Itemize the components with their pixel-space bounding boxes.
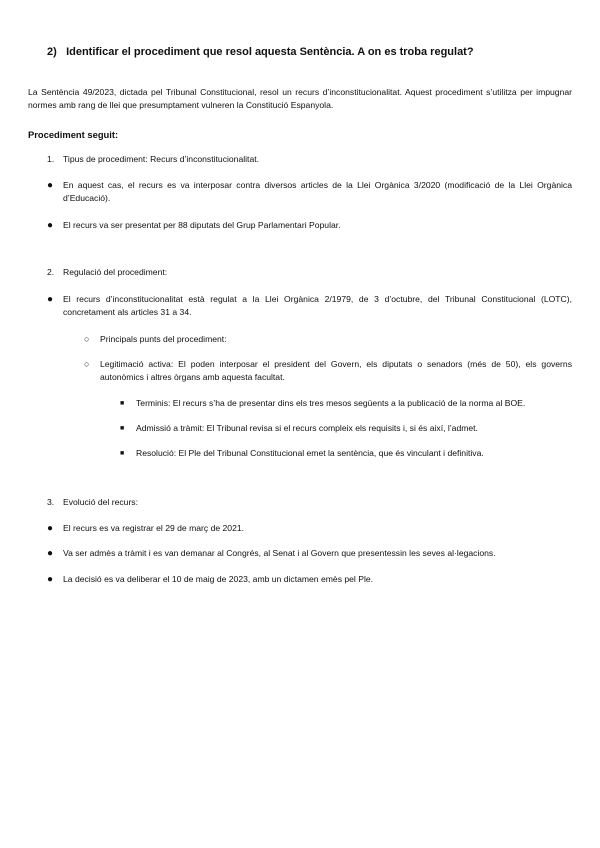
question-number: 2) [47, 46, 57, 58]
list-item [47, 179, 572, 205]
section-2-title: Regulació del procediment: [63, 267, 168, 277]
square-bullet-icon: ■ [120, 450, 125, 457]
section-3-bullet-1: El recurs es va registrar el 29 de març de 2021. [63, 523, 245, 533]
section-1-bullet-2: El recurs va ser presentat per 88 diputats del Grup Parlamentari Popular. [63, 220, 341, 230]
procedure-subheading: Procediment seguit: [28, 129, 119, 140]
bullet-icon: ● [47, 220, 54, 231]
list-item [47, 522, 572, 535]
list-item [47, 293, 572, 319]
section-1-number: 1. [47, 154, 55, 164]
section-3-title: Evolució del recurs: [63, 497, 138, 507]
list-item [120, 447, 572, 460]
bullet-icon: ● [47, 180, 54, 191]
section-2-heading [47, 266, 567, 279]
section-1-bullet-1: En aquest cas, el recurs es va interposar contra diversos articles de la Llei Orgànica 3/2020 (modificació de la Llei Orgànica d’Educació). [63, 180, 572, 203]
list-item [47, 547, 572, 560]
list-item [120, 397, 572, 410]
section-3-bullet-2: Va ser admès a tràmit i es van demanar al Congrés, al Senat i al Govern que presentessin les seves al·legacions. [63, 548, 496, 558]
section-2-sub-sub-item-3: Resolució: El Ple del Tribunal Constitucional emet la sentència, que és vinculant i definitiva. [136, 448, 484, 458]
list-item [84, 358, 572, 384]
bullet-icon: ● [47, 294, 54, 305]
section-2-number: 2. [47, 267, 55, 277]
circle-bullet-icon: ○ [84, 334, 90, 344]
question-title: Identificar el procediment que resol aquesta Sentència. A on es troba regulat? [66, 46, 474, 58]
section-2-bullet-1: El recurs d’inconstitucionalitat està regulat a la Llei Orgànica 2/1979, de 3 d’octubre, del Tribunal Constitucional (LOTC), concretament als articles 31 a 34. [63, 294, 572, 317]
section-2-sub-sub-item-2: Admissió a tràmit: El Tribunal revisa si el recurs compleix els requisits i, si és així, l’admet. [136, 423, 478, 433]
circle-bullet-icon: ○ [84, 359, 90, 369]
bullet-icon: ● [47, 523, 54, 534]
bullet-icon: ● [47, 574, 54, 585]
list-item [84, 333, 572, 346]
square-bullet-icon: ■ [120, 400, 125, 407]
section-2-sub-item-2: Legitimació activa: El poden interposar el president del Govern, els diputats o senadors (més de 50), els governs autonòmics i altres òrgans amb aquesta facultat. [100, 359, 572, 382]
section-2-sub-sub-item-1: Terminis: El recurs s’ha de presentar dins els tres mesos següents a la publicació de la norma al BOE. [136, 398, 526, 408]
list-item [120, 422, 572, 435]
section-1-heading [47, 153, 567, 166]
list-item [47, 219, 572, 232]
list-item [47, 573, 572, 586]
intro-paragraph: La Sentència 49/2023, dictada pel Tribunal Constitucional, resol un recurs d’inconstitucionalitat. Aquest procediment s’utilitza per impugnar normes amb rang de llei que presumptament vulneren la Constitució Espanyola. [28, 87, 572, 110]
section-1-title: Tipus de procediment: Recurs d’inconstitucionalitat. [63, 154, 260, 164]
square-bullet-icon: ■ [120, 425, 125, 432]
section-3-bullet-3: La decisió es va deliberar el 10 de maig de 2023, amb un dictamen emès pel Ple. [63, 574, 374, 584]
bullet-icon: ● [47, 548, 54, 559]
question-heading [47, 45, 567, 59]
section-3-number: 3. [47, 497, 55, 507]
section-3-heading [47, 496, 567, 509]
section-2-sub-item-1: Principals punts del procediment: [100, 334, 227, 344]
